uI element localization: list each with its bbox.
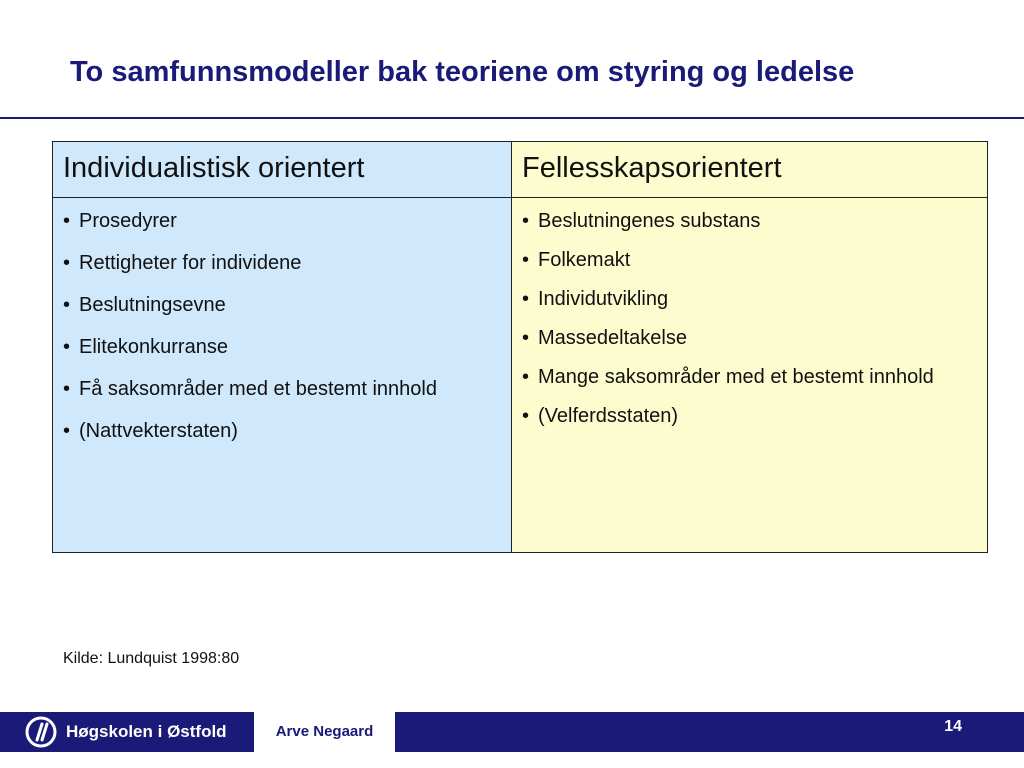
list-item: • Mange saksområder med et bestemt innhold (522, 366, 934, 388)
bullet: • (522, 405, 530, 427)
bullet: • (522, 210, 530, 232)
bullet: • (63, 336, 71, 358)
list-item: • Rettigheter for individene (63, 252, 302, 274)
footer-bar (0, 712, 1024, 752)
hiof-logo-icon (24, 715, 58, 749)
column-community (512, 142, 987, 552)
list-item: • Prosedyrer (63, 210, 177, 232)
list-item: • Elitekonkurranse (63, 336, 228, 358)
bullet: • (522, 288, 530, 310)
list-community (512, 198, 987, 429)
list-item: • Beslutningsevne (63, 294, 226, 316)
bullet: • (522, 327, 530, 349)
list-item: • Folkemakt (522, 249, 631, 271)
list-item: • Massedeltakelse (522, 327, 687, 349)
title-divider (0, 117, 1024, 119)
page-number: 14 (944, 718, 962, 735)
bullet: • (63, 378, 71, 400)
list-item: • (Velferdsstaten) (522, 405, 679, 427)
bullet: • (63, 294, 71, 316)
bullet: • (522, 249, 530, 271)
source-citation: Kilde: Lundquist 1998:80 (63, 650, 240, 667)
list-item: • Få saksområder med et bestemt innhold (63, 378, 437, 400)
list-item: • (Nattvekterstaten) (63, 420, 238, 442)
column-individualistic (53, 142, 512, 552)
bullet: • (63, 210, 71, 232)
list-individualistic (53, 198, 511, 444)
list-item: • Individutvikling (522, 288, 669, 310)
column-header-individualistic: Individualistisk orientert (53, 142, 511, 198)
list-item: • Beslutningenes substans (522, 210, 761, 232)
bullet: • (63, 252, 71, 274)
author-name: Arve Negaard (254, 712, 395, 752)
bullet: • (63, 420, 71, 442)
comparison-table (52, 141, 988, 553)
column-header-community: Fellesskapsorientert (512, 142, 987, 198)
bullet: • (522, 366, 530, 388)
school-name: Høgskolen i Østfold (66, 722, 227, 741)
slide-title: To samfunnsmodeller bak teoriene om styring og ledelse (70, 56, 855, 88)
